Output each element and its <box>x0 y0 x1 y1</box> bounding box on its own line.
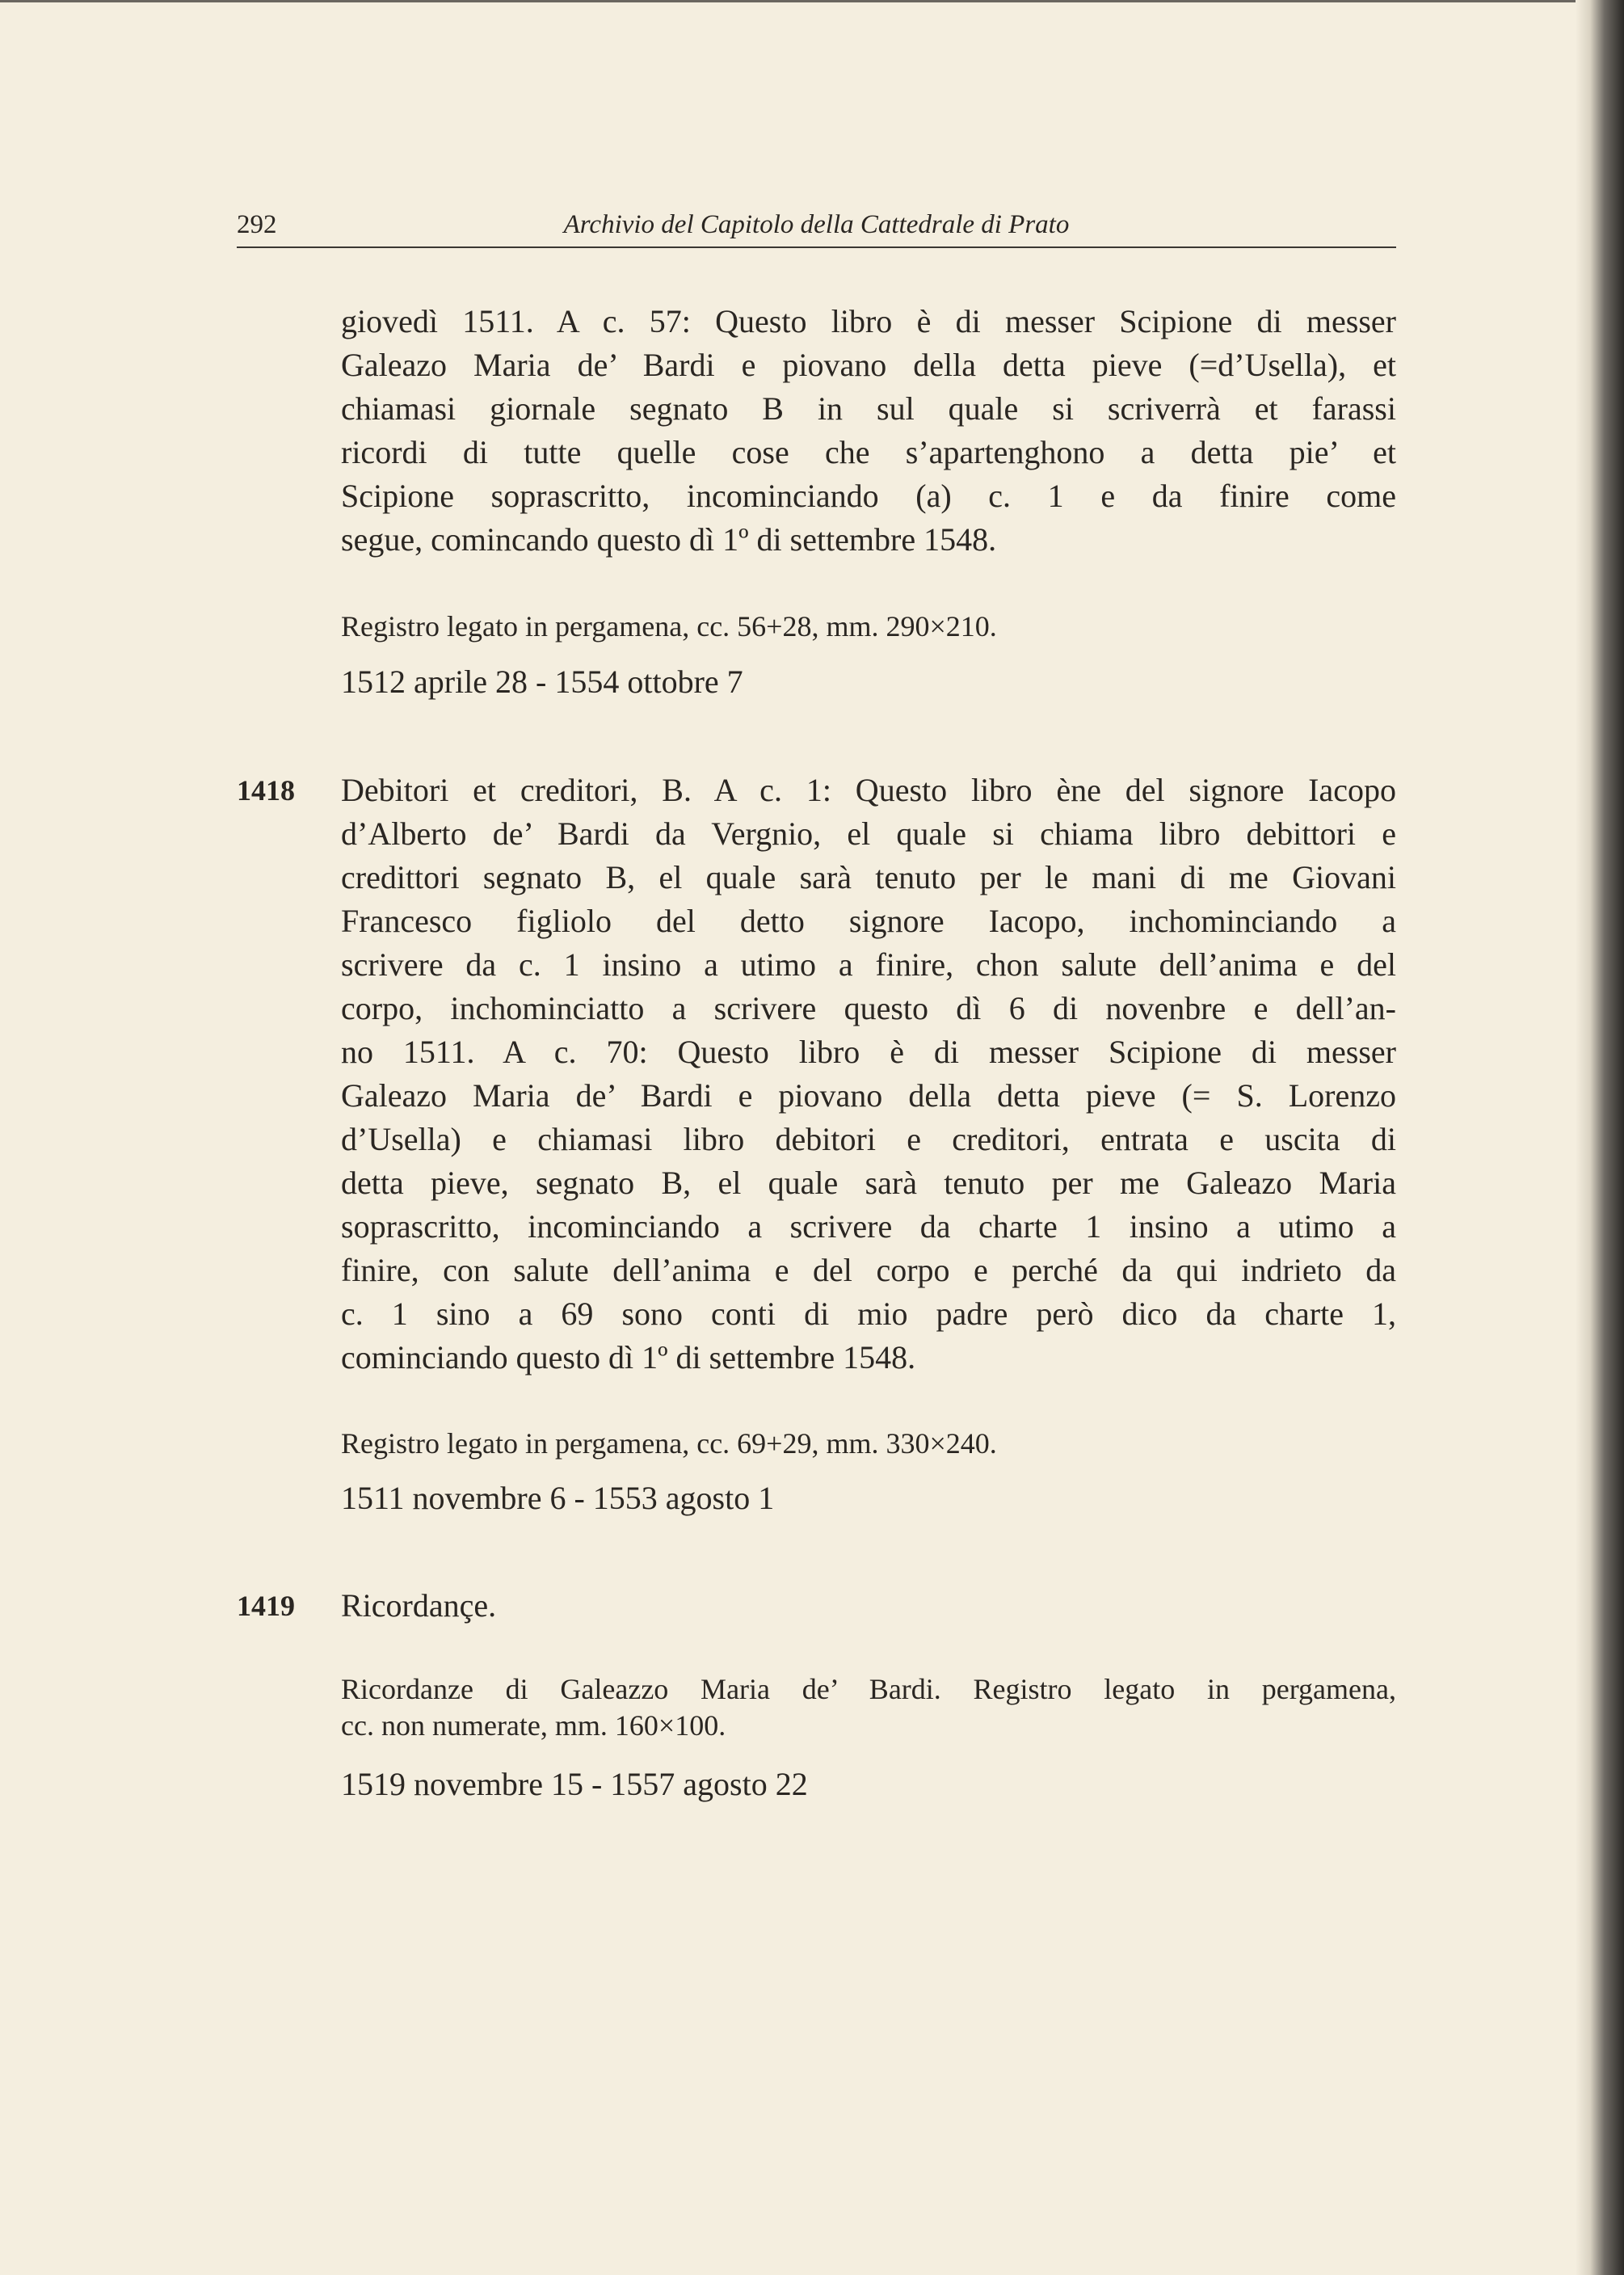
entry-number: 1418 <box>237 774 295 807</box>
date-range: 1519 novembre 15 - 1557 agosto 22 <box>341 1766 808 1802</box>
text-line: segue, comincando questo dì 1º di settembre 1548. <box>341 521 997 558</box>
text-line: corpo, inchominciatto a scrivere questo dì 6 di novenbre e dell’an- <box>341 990 1396 1026</box>
text-line: Debitori et creditori, B. A c. 1: Questo libro ène del signore Iacopo <box>341 772 1396 808</box>
text-line: credittori segnato B, el quale sarà tenuto per le mani di me Giovani <box>341 859 1396 895</box>
entry-1419-dates <box>341 1763 1396 1806</box>
continuation-text <box>341 300 1396 562</box>
text-line: ricordi di tutte quelle cose che s’apartenghono a detta pie’ et <box>341 434 1396 470</box>
text-line: Galeazo Maria de’ Bardi e piovano della detta pieve (=d’Usella), et <box>341 347 1396 383</box>
text-line: Galeazo Maria de’ Bardi e piovano della detta pieve (= S. Lorenzo <box>341 1077 1396 1114</box>
text-line: d’Usella) e chiamasi libro debitori e creditori, entrata e uscita di <box>341 1121 1396 1157</box>
text-line: no 1511. A c. 70: Questo libro è di messer Scipione di messer <box>341 1034 1396 1070</box>
description-line: cc. non numerate, mm. 160×100. <box>341 1709 726 1742</box>
page-gutter-shadow <box>1576 0 1624 2275</box>
header-rule <box>237 246 1396 248</box>
entry-1418-dates <box>341 1477 1396 1520</box>
entry-1418-description <box>341 1422 1396 1465</box>
description-line: Ricordanze di Galeazzo Maria de’ Bardi. Registro legato in pergamena, <box>341 1673 1396 1705</box>
continuation-description <box>341 605 1396 648</box>
running-header <box>237 207 1396 242</box>
text-line: giovedì 1511. A c. 57: Questo libro è di messer Scipione di messer <box>341 303 1396 339</box>
entry-title: Ricordançe. <box>341 1587 497 1624</box>
text-line: detta pieve, segnato B, el quale sarà tenuto per me Galeazo Maria <box>341 1165 1396 1201</box>
page-number: 292 <box>237 210 277 239</box>
text-line: finire, con salute dell’anima e del corpo e perché da qui indrieto da <box>341 1252 1396 1288</box>
description-line: Registro legato in pergamena, cc. 69+29, mm. 330×240. <box>341 1427 997 1460</box>
text-line: scrivere da c. 1 insino a utimo a finire, chon salute dell’anima e del <box>341 946 1396 983</box>
date-range: 1512 aprile 28 - 1554 ottobre 7 <box>341 664 743 700</box>
continuation-dates <box>341 660 1396 704</box>
text-line: soprascritto, incominciando a scrivere da charte 1 insino a utimo a <box>341 1208 1396 1245</box>
text-line: c. 1 sino a 69 sono conti di mio padre però dico da charte 1, <box>341 1295 1396 1332</box>
text-line: chiamasi giornale segnato B in sul quale si scriverrà et farassi <box>341 390 1396 427</box>
text-line: Francesco figliolo del detto signore Iacopo, inchominciando a <box>341 903 1396 939</box>
text-line: d’Alberto de’ Bardi da Vergnio, el quale si chiama libro debittori e <box>341 815 1396 852</box>
entry-1419-description <box>341 1671 1396 1744</box>
date-range: 1511 novembre 6 - 1553 agosto 1 <box>341 1480 775 1516</box>
text-line: cominciando questo dì 1º di settembre 1548. <box>341 1339 916 1376</box>
entry-1418-text <box>341 769 1396 1380</box>
entry-1419-title <box>341 1584 1396 1628</box>
entry-number: 1419 <box>237 1590 295 1622</box>
scan-top-edge <box>0 0 1584 2</box>
text-line: Scipione soprascritto, incominciando (a) c. 1 e da finire come <box>341 478 1396 514</box>
description-line: Registro legato in pergamena, cc. 56+28, mm. 290×210. <box>341 610 997 642</box>
running-title: Archivio del Capitolo della Cattedrale di Prato <box>563 210 1070 239</box>
